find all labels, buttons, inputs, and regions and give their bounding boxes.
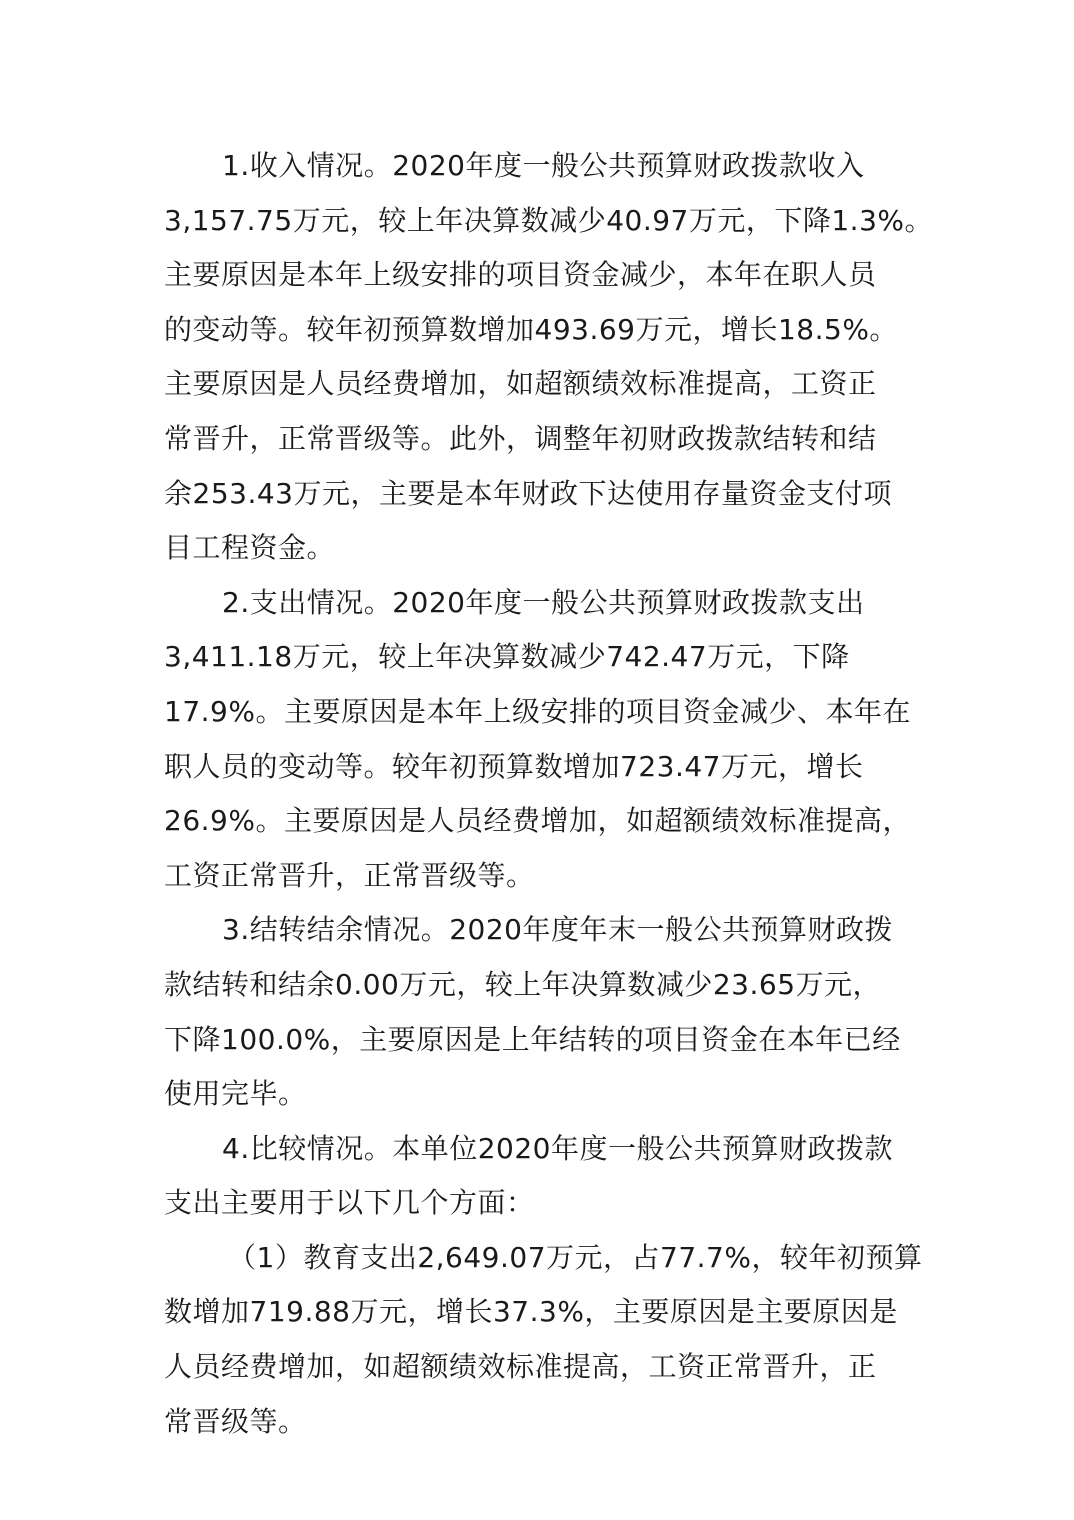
paragraph-expenditure-line-5: 26.9%。主要原因是人员经费增加，如超额绩效标准提高，	[164, 804, 911, 838]
paragraph-comparison-line-2: 支出主要用于以下几个方面：	[164, 1186, 535, 1220]
paragraph-expenditure-line-4: 职人员的变动等。较年初预算数增加723.47万元，增长	[164, 749, 864, 783]
paragraph-income-line-5: 主要原因是人员经费增加，如超额绩效标准提高，工资正	[164, 367, 877, 401]
paragraph-expenditure-line-1: 2.支出情况。2020年度一般公共预算财政拨款支出	[222, 585, 865, 619]
paragraph-expenditure-line-6: 工资正常晋升，正常晋级等。	[164, 858, 535, 892]
paragraph-education-line-2: 数增加719.88万元，增长37.3%，主要原因是主要原因是	[164, 1295, 898, 1329]
paragraph-education-line-3: 人员经费增加，如超额绩效标准提高，工资正常晋升，正	[164, 1350, 877, 1384]
paragraph-expenditure-line-2: 3,411.18万元，较上年决算数减少742.47万元，下降	[164, 640, 850, 674]
paragraph-expenditure-line-3: 17.9%。主要原因是本年上级安排的项目资金减少、本年在	[164, 694, 911, 728]
document-body	[164, 139, 933, 1449]
paragraph-income-line-1: 1.收入情况。2020年度一般公共预算财政拨款收入	[222, 149, 865, 182]
paragraph-education-line-4: 常晋级等。	[164, 1404, 307, 1438]
paragraph-education-line-1: （1）教育支出2,649.07万元，占77.7%，较年初预算	[228, 1240, 923, 1274]
paragraph-income-line-8: 目工程资金。	[164, 531, 336, 565]
paragraph-income-line-3: 主要原因是本年上级安排的项目资金减少，本年在职人员	[164, 258, 877, 292]
paragraph-carryover-line-4: 使用完毕。	[164, 1077, 307, 1111]
paragraph-carryover-line-1: 3.结转结余情况。2020年度年末一般公共预算财政拨	[222, 913, 893, 947]
paragraph-carryover-line-2: 款结转和结余0.00万元，较上年决算数减少23.65万元，	[164, 967, 882, 1001]
paragraph-comparison-line-1: 4.比较情况。本单位2020年度一般公共预算财政拨款	[222, 1131, 893, 1165]
paragraph-income-line-6: 常晋升，正常晋级等。此外，调整年初财政拨款结转和结	[164, 421, 877, 455]
paragraph-carryover-line-3: 下降100.0%，主要原因是上年结转的项目资金在本年已经	[164, 1022, 901, 1056]
paragraph-income-line-7: 余253.43万元，主要是本年财政下达使用存量资金支付项	[164, 476, 892, 510]
paragraph-income-line-2: 3,157.75万元，较上年决算数减少40.97万元，下降1.3%。	[164, 203, 933, 237]
paragraph-income-line-4: 的变动等。较年初预算数增加493.69万元，增长18.5%。	[164, 312, 898, 346]
